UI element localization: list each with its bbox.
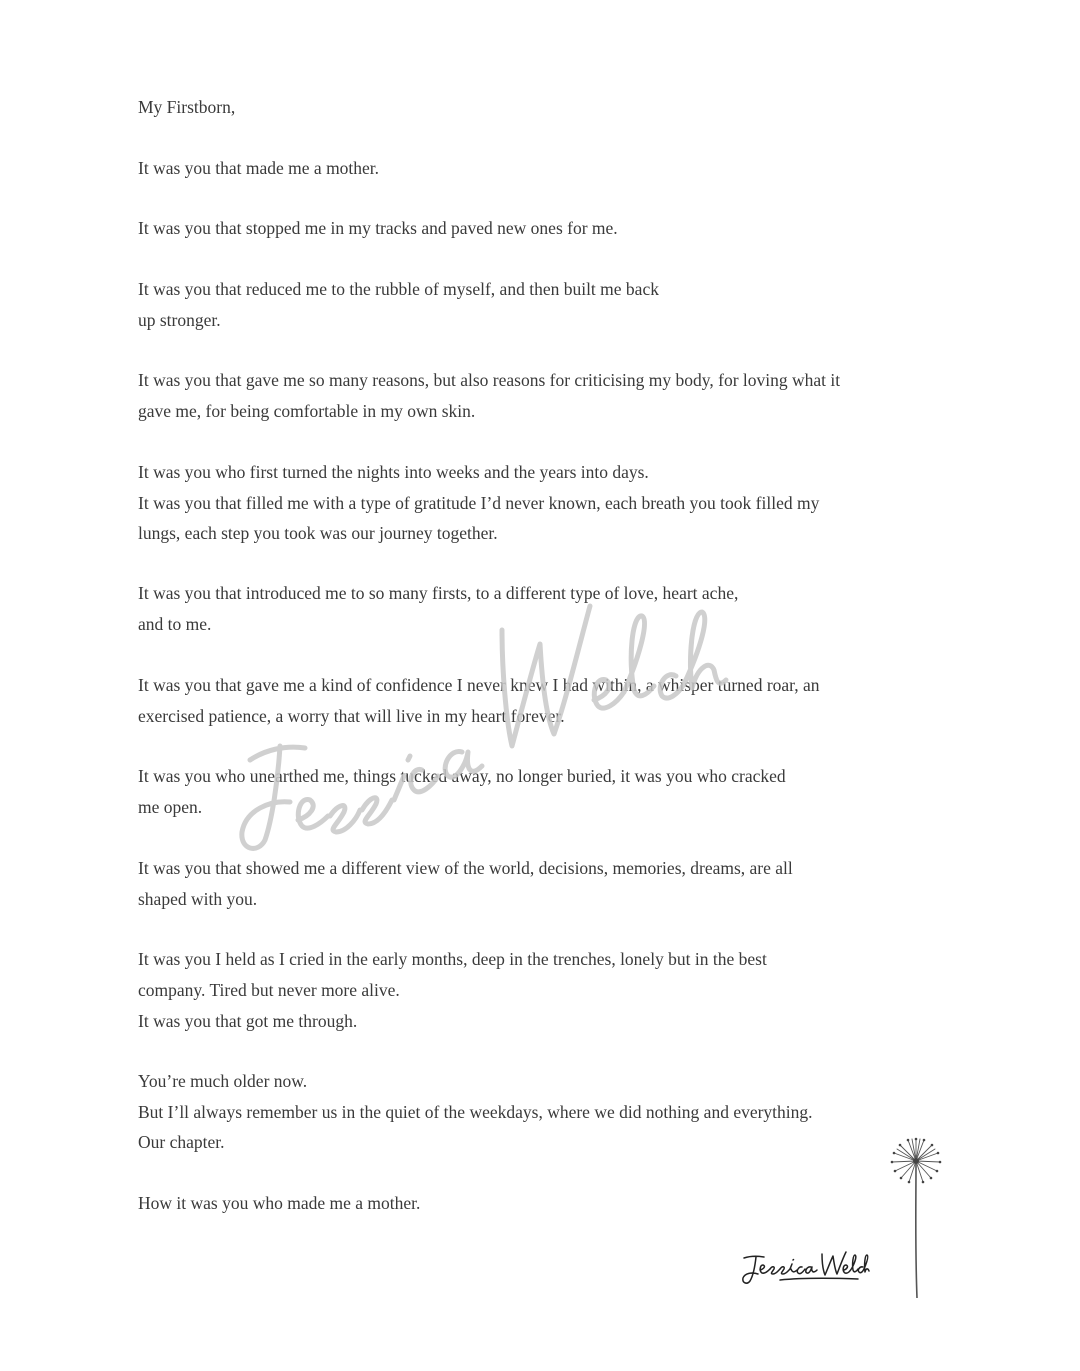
letter-line: It was you that reduced me to the rubble of myself, and then built me back [138, 279, 659, 299]
letter-line: company. Tired but never more alive. [138, 980, 400, 1000]
letter-line: You’re much older now. [138, 1071, 308, 1091]
dandelion-icon [888, 1135, 944, 1300]
letter-line: It was you that introduced me to so many firsts, to a different type of love, heart ache, [138, 583, 739, 603]
letter-line: It was you I held as I cried in the early months, deep in the trenches, lonely but in the best [138, 949, 767, 969]
letter-line: It was you that stopped me in my tracks and paved new ones for me. [138, 218, 618, 238]
letter-line: It was you who first turned the nights into weeks and the years into days. [138, 462, 649, 482]
letter-line: gave me, for being comfortable in my own skin. [138, 401, 476, 421]
letter-line: me open. [138, 797, 203, 817]
letter-line: Our chapter. [138, 1132, 225, 1152]
letter-line: It was you that gave me a kind of confidence I never knew I had within, a whisper turned roar, an [138, 675, 820, 695]
signature [740, 1248, 870, 1288]
letter-line: It was you that got me through. [138, 1011, 358, 1031]
letter-line: up stronger. [138, 310, 221, 330]
letter-line: It was you that gave me so many reasons, but also reasons for criticising my body, for loving what it [138, 370, 841, 390]
closing-line: How it was you who made me a mother. [138, 1193, 421, 1213]
letter-line: lungs, each step you took was our journey together. [138, 523, 498, 543]
letter-line: exercised patience, a worry that will live in my heart forever. [138, 706, 565, 726]
letter-line: It was you that made me a mother. [138, 158, 380, 178]
salutation: My Firstborn, [138, 97, 236, 117]
letter-line: But I’ll always remember us in the quiet of the weekdays, where we did nothing and everything. [138, 1102, 813, 1122]
letter-line: shaped with you. [138, 889, 258, 909]
letter-line: It was you who unearthed me, things tucked away, no longer buried, it was you who cracked [138, 766, 786, 786]
letter-line: and to me. [138, 614, 212, 634]
letter-line: It was you that filled me with a type of gratitude I’d never known, each breath you took filled my [138, 493, 820, 513]
letter-line: It was you that showed me a different view of the world, decisions, memories, dreams, are all [138, 858, 793, 878]
